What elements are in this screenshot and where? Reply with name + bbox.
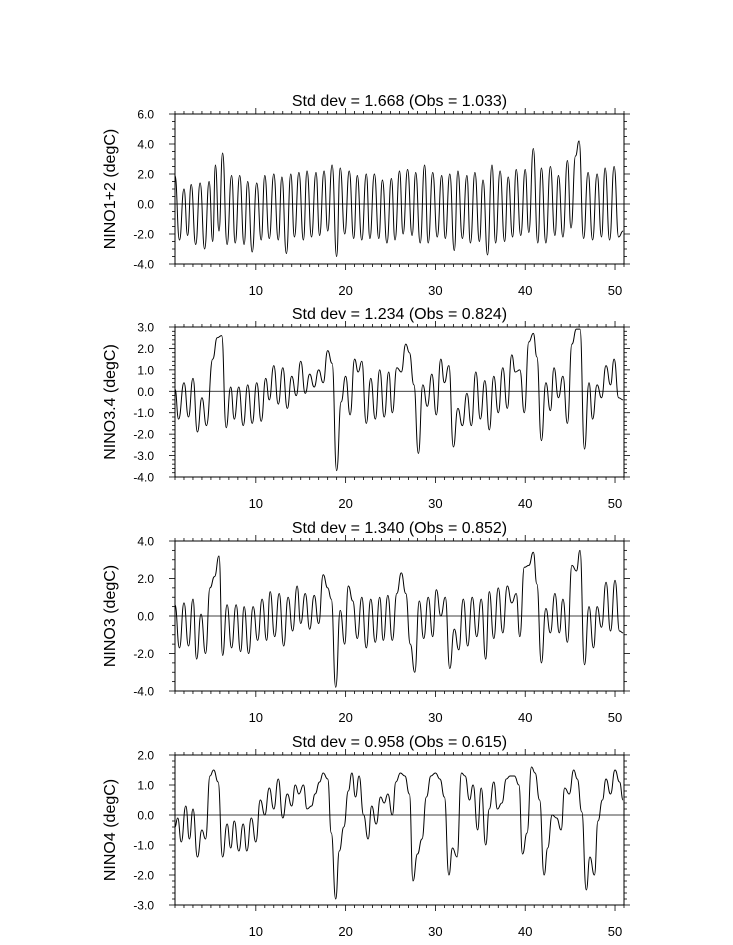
panel-title: Std dev = 1.234 (Obs = 0.824) [291,306,508,323]
panel-title: Std dev = 0.958 (Obs = 0.615) [291,734,508,751]
y-tick-label: -2.0 [133,427,154,442]
y-tick-label: 2.0 [137,748,154,763]
y-tick-label: 3.0 [137,320,154,335]
plot-frame [175,755,624,905]
panel-2 [102,306,630,511]
y-tick-label: 1.0 [137,778,154,793]
x-tick-label: 50 [607,710,623,725]
panel-title: Std dev = 1.340 (Obs = 0.852) [291,520,508,537]
y-axis-label: NINO3.4 (degC) [102,344,119,460]
x-tick-label: 40 [517,924,533,939]
y-axis-label: NINO1+2 (degC) [102,128,119,250]
y-tick-label: -4.0 [133,684,154,699]
y-axis-label: NINO3 (degC) [102,564,119,668]
panel-3 [102,520,630,725]
y-tick-label: -4.0 [133,257,154,272]
panel-4 [102,734,630,939]
y-tick-label: 4.0 [137,534,154,549]
plot-frame [175,114,624,264]
x-tick-label: 50 [607,496,623,511]
y-tick-label: -2.0 [133,647,154,661]
x-tick-label: 40 [517,283,533,298]
y-tick-label: -1.0 [133,406,154,421]
x-tick-label: 10 [248,924,264,939]
y-axis-label: NINO4 (degC) [102,778,119,882]
y-tick-label: -3.0 [133,898,154,913]
y-tick-label: -4.0 [133,470,154,485]
x-tick-label: 50 [607,924,623,939]
x-tick-label: 20 [338,496,353,511]
x-tick-label: 10 [248,283,264,298]
x-tick-label: 10 [248,710,264,725]
x-tick-label: 20 [338,283,353,298]
series-line [175,550,623,687]
y-tick-label: 0.0 [137,808,154,823]
y-tick-label: -2.0 [133,227,154,242]
series-line [175,329,623,471]
series-line [175,767,623,899]
x-tick-label: 20 [338,710,353,725]
x-tick-label: 10 [248,496,264,511]
x-tick-label: 40 [517,710,533,725]
x-tick-label: 30 [428,924,443,939]
plot-frame [175,327,624,477]
y-tick-label: 1.0 [137,363,154,378]
y-tick-label: 0.0 [137,384,154,399]
y-tick-label: -3.0 [133,449,154,464]
y-tick-label: 0.0 [137,609,154,624]
x-tick-label: 20 [338,924,353,939]
series-line [175,141,623,257]
x-tick-label: 30 [428,496,443,511]
panel-1 [102,93,630,298]
panel-title: Std dev = 1.668 (Obs = 1.033) [291,93,508,110]
y-tick-label: 4.0 [137,137,154,152]
y-tick-label: -1.0 [133,838,154,853]
y-tick-label: 2.0 [137,341,154,356]
y-tick-label: 6.0 [137,107,154,122]
x-tick-label: 40 [517,496,533,511]
y-tick-label: -2.0 [133,868,154,883]
y-tick-label: 2.0 [137,167,154,182]
x-tick-label: 30 [428,710,443,725]
y-tick-label: 0.0 [137,197,154,212]
x-tick-label: 30 [428,283,443,298]
y-tick-label: 2.0 [137,572,154,586]
x-tick-label: 50 [607,283,623,298]
